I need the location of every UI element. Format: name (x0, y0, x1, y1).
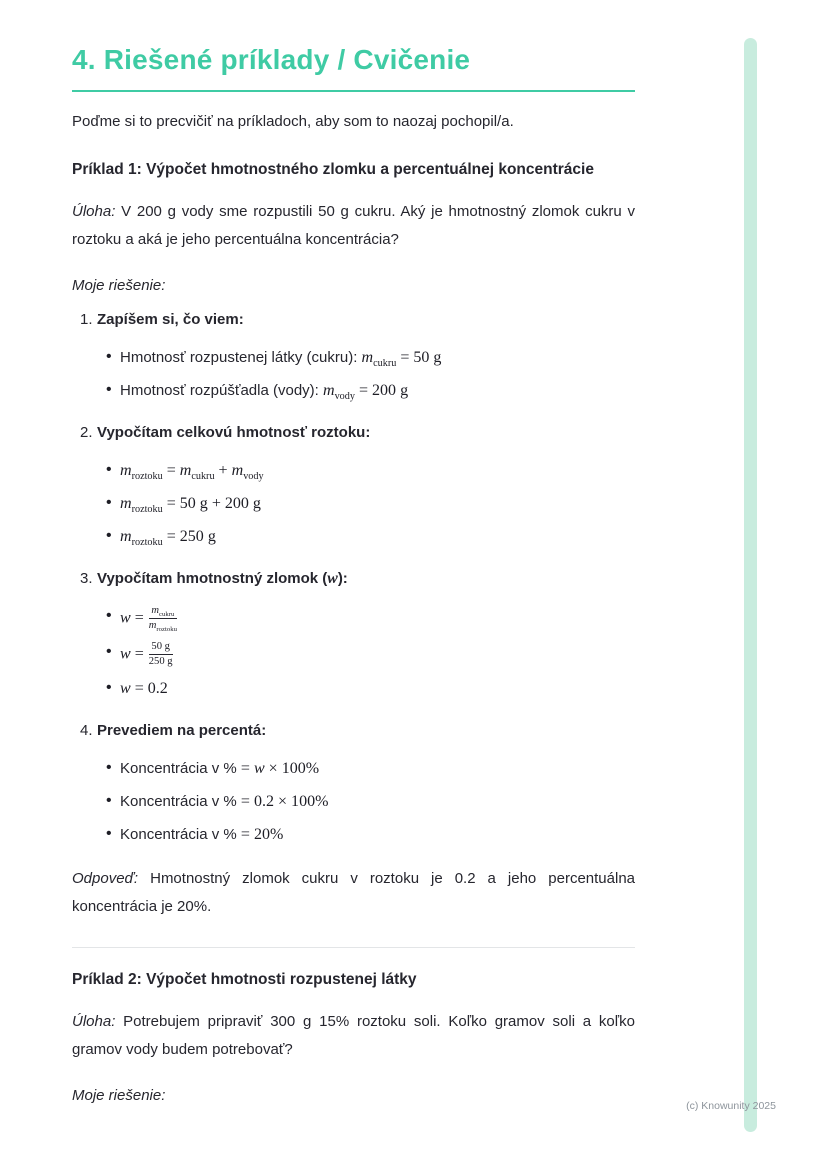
step-heading (72, 308, 635, 332)
fraction-numerator (149, 641, 173, 655)
math-variable: m (179, 462, 192, 479)
math-variable: m (120, 495, 132, 512)
text-run: Hmotnosť rozpúšťadla (vody): (120, 382, 323, 399)
example2-task-label: Úloha: (72, 1013, 116, 1030)
text-run: = 20% (240, 826, 284, 843)
text-run: 250 g (148, 655, 173, 667)
example1-solution-label: Moje riešenie: (72, 277, 166, 294)
fraction-numerator (149, 605, 177, 619)
math-variable: m (120, 528, 132, 545)
text-run: × 100% (264, 760, 320, 777)
text-run: = (240, 760, 254, 777)
example1-answer-paragraph (72, 865, 635, 921)
text-run: = 50 g (396, 349, 442, 366)
bullet-item (120, 641, 635, 668)
step-item (72, 719, 635, 847)
bullet-item (120, 823, 635, 847)
step-title (97, 424, 370, 441)
bullet-list (72, 346, 635, 403)
text-run: Hmotnosť rozpustenej látky (cukru): (120, 349, 362, 366)
bullet-item (120, 605, 635, 632)
step-number: 2. (80, 424, 93, 441)
step-heading (72, 567, 635, 591)
step-title (97, 570, 348, 587)
fraction-denominator (149, 655, 173, 669)
example1-task-text: V 200 g vody sme rozpustili 50 g cukru. Aký je hmotnostný zlomok cukru v roztoku a aká je jeho percentuálna koncentrácia? (72, 203, 636, 248)
fraction-denominator (149, 619, 177, 633)
text-run: Zapíšem si, čo viem: (97, 311, 244, 328)
text-run: + (214, 462, 232, 479)
bullet-item (120, 492, 635, 516)
math-variable: w (120, 680, 131, 697)
bullet-item (120, 525, 635, 549)
example1-task-paragraph (72, 198, 635, 254)
section-divider (72, 947, 635, 948)
text-run: Koncentrácia v % (120, 826, 241, 843)
text-run: = (130, 609, 148, 627)
text-run: ): (337, 570, 348, 587)
step-item (72, 421, 635, 549)
bullet-item (120, 790, 635, 814)
side-accent-bar (744, 38, 757, 1132)
step-title (97, 311, 244, 328)
text-run: = 200 g (354, 382, 409, 399)
example1-answer-label: Odpoveď: (72, 870, 139, 887)
text-run: = 0.2 × 100% (240, 793, 329, 810)
example1-heading: Príklad 1: Výpočet hmotnostného zlomku a percentuálnej koncentrácie (72, 161, 594, 178)
text-run: Prevediem na percentá: (97, 722, 267, 739)
page-title: 4. Riešené príklady / Cvičenie (72, 44, 471, 75)
math-subscript: vody (334, 391, 355, 402)
intro-paragraph: Poďme si to precvičiť na príkladoch, aby som to naozaj pochopil/a. (72, 113, 514, 130)
math-variable: w (120, 645, 131, 663)
step-heading (72, 719, 635, 743)
title-divider (72, 90, 635, 92)
math-variable: m (323, 382, 335, 399)
step-item (72, 567, 635, 701)
example1-answer-text: Hmotnostný zlomok cukru v roztoku je 0.2 a jeho percentuálna koncentrácia je 20%. (72, 870, 636, 915)
step-title (97, 722, 266, 739)
math-variable: m (148, 619, 157, 631)
fraction (149, 605, 177, 632)
math-variable: m (231, 462, 244, 479)
text-run: Koncentrácia v % (120, 793, 241, 810)
math-variable: m (151, 605, 160, 616)
math-variable: w (120, 609, 131, 627)
example2-task-text: Potrebujem pripraviť 300 g 15% roztoku soli. Koľko gramov soli a koľko gramov vody budem potrebovať? (72, 1013, 635, 1058)
example1-task-label: Úloha: (72, 203, 116, 220)
text-run: = 50 g + 200 g (162, 495, 261, 512)
math-subscript: roztoku (131, 537, 163, 548)
step-item (72, 308, 635, 403)
math-variable: m (361, 349, 374, 366)
text-run: = 250 g (162, 528, 216, 545)
text-run: 50 g (151, 641, 170, 652)
text-run: = (130, 645, 148, 663)
math-variable: w (253, 760, 265, 777)
math-subscript: cukru (159, 610, 175, 618)
math-variable: w (327, 570, 338, 587)
step-number: 3. (80, 570, 93, 587)
math-subscript: roztoku (156, 625, 177, 633)
bullet-item (120, 379, 635, 403)
footer-credit: (c) Knowunity 2025 (686, 1100, 776, 1112)
step-number: 4. (80, 722, 93, 739)
step-heading (72, 421, 635, 445)
bullet-item (120, 677, 635, 701)
bullet-item (120, 757, 635, 781)
text-run: = 0.2 (130, 680, 168, 697)
fraction (149, 641, 173, 668)
text-run: = (162, 462, 180, 479)
math-variable: m (120, 462, 132, 479)
math-subscript: cukru (373, 358, 397, 369)
example2-solution-label: Moje riešenie: (72, 1087, 166, 1104)
content-column (72, 0, 635, 1108)
example2-task-paragraph (72, 1008, 635, 1064)
bullet-list (72, 757, 635, 847)
text-run: Vypočítam hmotnostný zlomok ( (97, 570, 328, 587)
steps-list (72, 308, 635, 847)
step-number: 1. (80, 311, 93, 328)
bullet-item (120, 459, 635, 483)
bullet-list (72, 459, 635, 549)
math-subscript: cukru (191, 471, 215, 482)
text-run: Vypočítam celkovú hmotnosť roztoku: (97, 424, 371, 441)
math-subscript: roztoku (131, 471, 163, 482)
bullet-item (120, 346, 635, 370)
math-subscript: vody (243, 471, 264, 482)
text-run: Koncentrácia v % (120, 760, 241, 777)
math-subscript: roztoku (131, 504, 163, 515)
example2-heading: Príklad 2: Výpočet hmotnosti rozpustenej látky (72, 971, 417, 988)
bullet-list (72, 605, 635, 701)
